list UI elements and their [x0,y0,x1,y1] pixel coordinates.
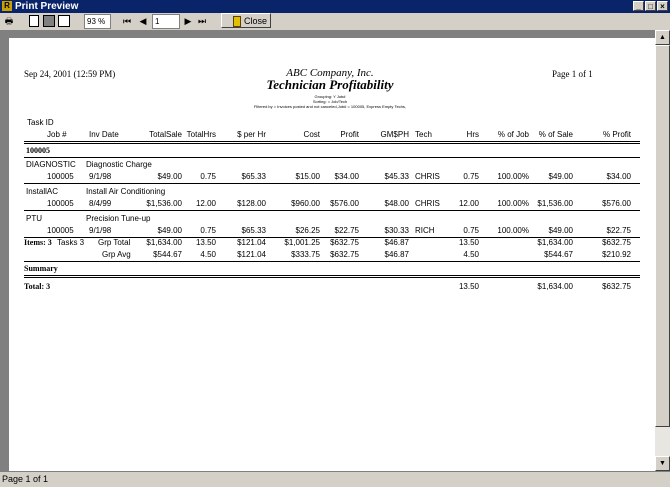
task-hrs: 12.00 [458,199,479,208]
door-icon [233,16,241,27]
task-id: InstallAC [26,187,59,196]
grp-total-cost: $1,001.25 [284,238,320,247]
grp-avg-sale: $544.67 [153,250,182,259]
task-total-hrs: 0.75 [200,172,216,181]
first-page-icon[interactable]: ⏮ [122,16,132,26]
close-window-button[interactable]: × [657,1,668,11]
task-job: 100005 [47,172,74,181]
task-gmph: $45.33 [384,172,409,181]
status-bar [0,471,670,487]
task-hrs: 0.75 [463,226,479,235]
task-pct-profit: $22.75 [606,226,631,235]
task-job: 100005 [47,199,74,208]
header-gmph: GM$PH [380,130,409,139]
header-job: Job # [47,130,67,139]
total-pct-profit: $632.75 [602,282,631,291]
grp-avg-label: Grp Avg [102,250,131,259]
header-pct-job: % of Job [497,130,529,139]
previous-page-icon[interactable]: ◀ [139,16,147,26]
task-date: 8/4/99 [89,199,112,208]
task-pct-job: 100.00% [497,172,529,181]
total-hrs: 13.50 [458,282,479,291]
company-name: ABC Company, Inc. [286,67,374,79]
grp-total-pct-sale: $1,634.00 [537,238,573,247]
header-rule [24,141,640,142]
task-job: 100005 [47,226,74,235]
title-bar [0,0,670,13]
grp-avg-pct-profit: $210.92 [602,250,631,259]
task-hrs: 0.75 [463,172,479,181]
header-pct-sale: % of Sale [538,130,573,139]
grp-avg-hrs-col: 4.50 [463,250,479,259]
grp-total-profit: $632.75 [330,238,359,247]
minimize-button[interactable]: _ [633,1,644,11]
last-page-icon[interactable]: ⏭ [197,16,207,26]
header-pct-profit: % Profit [602,130,631,139]
task-description: Install Air Conditioning [86,187,166,196]
task-profit: $34.00 [334,172,359,181]
task-tech: RICH [415,226,435,235]
task-id: PTU [26,214,42,223]
next-page-icon[interactable]: ▶ [184,16,192,26]
grp-total-hrs: 13.50 [195,238,216,247]
header-total-hrs: TotalHrs [186,130,216,139]
task-pct-profit: $576.00 [602,199,631,208]
task-per-hr: $65.33 [241,226,266,235]
toolbar [0,13,670,30]
grp-total-hrs-col: 13.50 [458,238,479,247]
task-gmph: $48.00 [384,199,409,208]
tasks-count: Tasks 3 [57,238,85,247]
status-text: Page 1 of 1 [2,474,49,484]
task-pct-sale: $49.00 [548,226,573,235]
header-total-sale: TotalSale [149,130,182,139]
total-pct-sale: $1,634.00 [537,282,573,291]
task-pct-sale: $1,536.00 [537,199,573,208]
task-pct-profit: $34.00 [606,172,631,181]
task-profit: $22.75 [334,226,359,235]
grp-avg-hrs: 4.50 [200,250,216,259]
task-pct-job: 100.00% [497,226,529,235]
task-id: DIAGNOSTIC [26,160,76,169]
report-sorting: Sorting: = Job/Tech [312,99,348,104]
printer-icon[interactable]: 🖶 [4,16,14,26]
summary-rule-3 [24,277,640,278]
task-cost: $26.25 [295,226,320,235]
close-button-label: Close [244,16,268,26]
task-tech: CHRIS [415,199,440,208]
header-per-hr: $ per Hr [237,130,266,139]
grp-avg-gmph: $46.87 [384,250,409,259]
task-date: 9/1/98 [89,226,112,235]
multi-page-icon[interactable] [58,14,70,28]
header-cost: Cost [303,130,320,139]
total-label: Total: 3 [24,282,51,291]
page-number-input[interactable]: 1 [152,14,180,29]
grp-total-per-hr: $121.04 [237,238,266,247]
task-row-rule [24,183,640,184]
page-indicator: Page 1 of 1 [552,69,593,79]
close-button[interactable] [221,13,271,28]
task-sale: $49.00 [157,226,182,235]
group-label: 100005 [26,146,50,155]
summary-rule-2 [24,275,640,276]
header-hrs: Hrs [466,130,479,139]
task-cost: $960.00 [291,199,320,208]
task-row-rule [24,210,640,211]
preview-area [0,30,655,471]
summary-label: Summary [24,264,58,273]
task-sale: $49.00 [157,172,182,181]
task-total-hrs: 0.75 [200,226,216,235]
zoom-input[interactable]: 93 % [84,14,111,29]
header-profit: Profit [340,130,359,139]
grp-total-label: Grp Total [98,238,131,247]
header-rule-2 [24,143,640,144]
task-description: Precision Tune-up [86,214,151,223]
vertical-scrollbar[interactable] [655,30,670,471]
task-per-hr: $65.33 [241,172,266,181]
scroll-up-icon[interactable]: ▲ [655,30,670,45]
report-date: Sep 24, 2001 (12:59 PM) [24,69,116,79]
header-task-id: Task ID [27,118,54,127]
window-title: Print Preview [15,1,79,12]
task-tech: CHRIS [415,172,440,181]
app-icon: R [2,1,12,11]
scroll-thumb[interactable] [655,45,670,427]
task-description: Diagnostic Charge [86,160,152,169]
header-inv-date: Inv Date [89,130,119,139]
header-tech: Tech [415,130,432,139]
grp-avg-cost: $333.75 [291,250,320,259]
grp-total-gmph: $46.87 [384,238,409,247]
task-sale: $1,536.00 [146,199,182,208]
grp-total-pct-profit: $632.75 [602,238,631,247]
items-count: Items: 3 [24,238,52,247]
report-page [9,38,655,471]
report-grouping: Grouping: Y Job# [314,94,346,99]
scroll-down-icon[interactable]: ▼ [655,456,670,471]
task-per-hr: $128.00 [237,199,266,208]
task-date: 9/1/98 [89,172,112,181]
grp-total-sale: $1,634.00 [146,238,182,247]
task-total-hrs: 12.00 [195,199,216,208]
task-profit: $576.00 [330,199,359,208]
single-page-icon[interactable] [28,14,40,28]
two-page-icon[interactable] [43,14,55,28]
report-title: Technician Profitability [266,77,394,92]
report-filter: Filtered by = Invoices posted and not canceled,Job# = 100005, Express Empty Techs, [253,104,407,109]
task-pct-job: 100.00% [497,199,529,208]
task-cost: $15.00 [295,172,320,181]
group-rule [24,157,640,158]
maximize-button[interactable]: □ [645,1,656,11]
grp-avg-profit: $632.75 [330,250,359,259]
grp-avg-pct-sale: $544.67 [544,250,573,259]
task-gmph: $30.33 [384,226,409,235]
summary-rule [24,261,640,262]
task-pct-sale: $49.00 [548,172,573,181]
grp-avg-per-hr: $121.04 [237,250,266,259]
